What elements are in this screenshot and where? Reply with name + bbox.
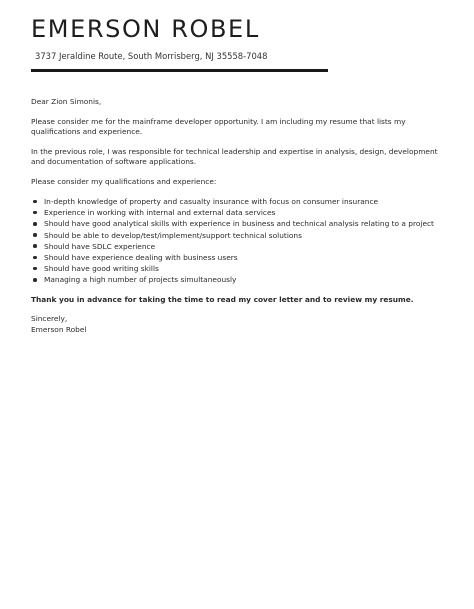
- letter-body: [31, 97, 449, 335]
- qualifications-list: [31, 196, 449, 286]
- list-item: [31, 218, 449, 229]
- applicant-address: 3737 Jeraldine Route, South Morrisberg, NJ 35558-7048: [35, 51, 268, 61]
- list-item-text: Should have experience dealing with business users: [44, 253, 238, 263]
- list-item: [31, 274, 449, 285]
- bullet-icon: [33, 233, 37, 237]
- list-item: [31, 196, 449, 207]
- header-divider: [31, 69, 328, 72]
- paragraph-qualifications-lead: Please consider my qualifications and experience:: [31, 176, 217, 186]
- list-item: [31, 207, 449, 218]
- paragraph-previous-role: In the previous role, I was responsible for technical leadership and expertise in analysis, design, development and documentation of software applications.: [31, 146, 438, 166]
- list-item: [31, 241, 449, 252]
- signoff: Sincerely,: [31, 314, 68, 324]
- salutation: Dear Zion Simonis,: [31, 97, 102, 106]
- applicant-name: EMERSON ROBEL: [31, 15, 260, 43]
- bullet-icon: [33, 244, 37, 248]
- list-item-text: Should have good analytical skills with experience in business and technical analysis relating to a project: [44, 219, 434, 229]
- bullet-icon: [33, 222, 37, 226]
- bullet-icon: [33, 200, 37, 204]
- bullet-icon: [33, 256, 37, 260]
- list-item: [31, 263, 449, 274]
- bullet-icon: [33, 278, 37, 282]
- list-item: [31, 252, 449, 263]
- bullet-icon: [33, 211, 37, 215]
- paragraph-intro: Please consider me for the mainframe developer opportunity. I am including my resume that lists my qualifications and experience.: [31, 116, 406, 136]
- bullet-icon: [33, 267, 37, 271]
- list-item-text: Should have good writing skills: [44, 264, 159, 274]
- signature-name: Emerson Robel: [31, 324, 87, 334]
- list-item-text: Experience in working with internal and external data services: [44, 208, 276, 218]
- list-item-text: Managing a high number of projects simultaneously: [44, 275, 237, 285]
- list-item-text: Should have SDLC experience: [44, 241, 156, 251]
- signoff-block: [31, 314, 449, 335]
- list-item: [31, 230, 449, 241]
- list-item-text: Should be able to develop/test/implement/support technical solutions: [44, 230, 302, 240]
- list-item-text: In-depth knowledge of property and casualty insurance with focus on consumer insurance: [44, 197, 379, 206]
- closing-statement: Thank you in advance for taking the time to read my cover letter and to review my resume.: [31, 294, 414, 304]
